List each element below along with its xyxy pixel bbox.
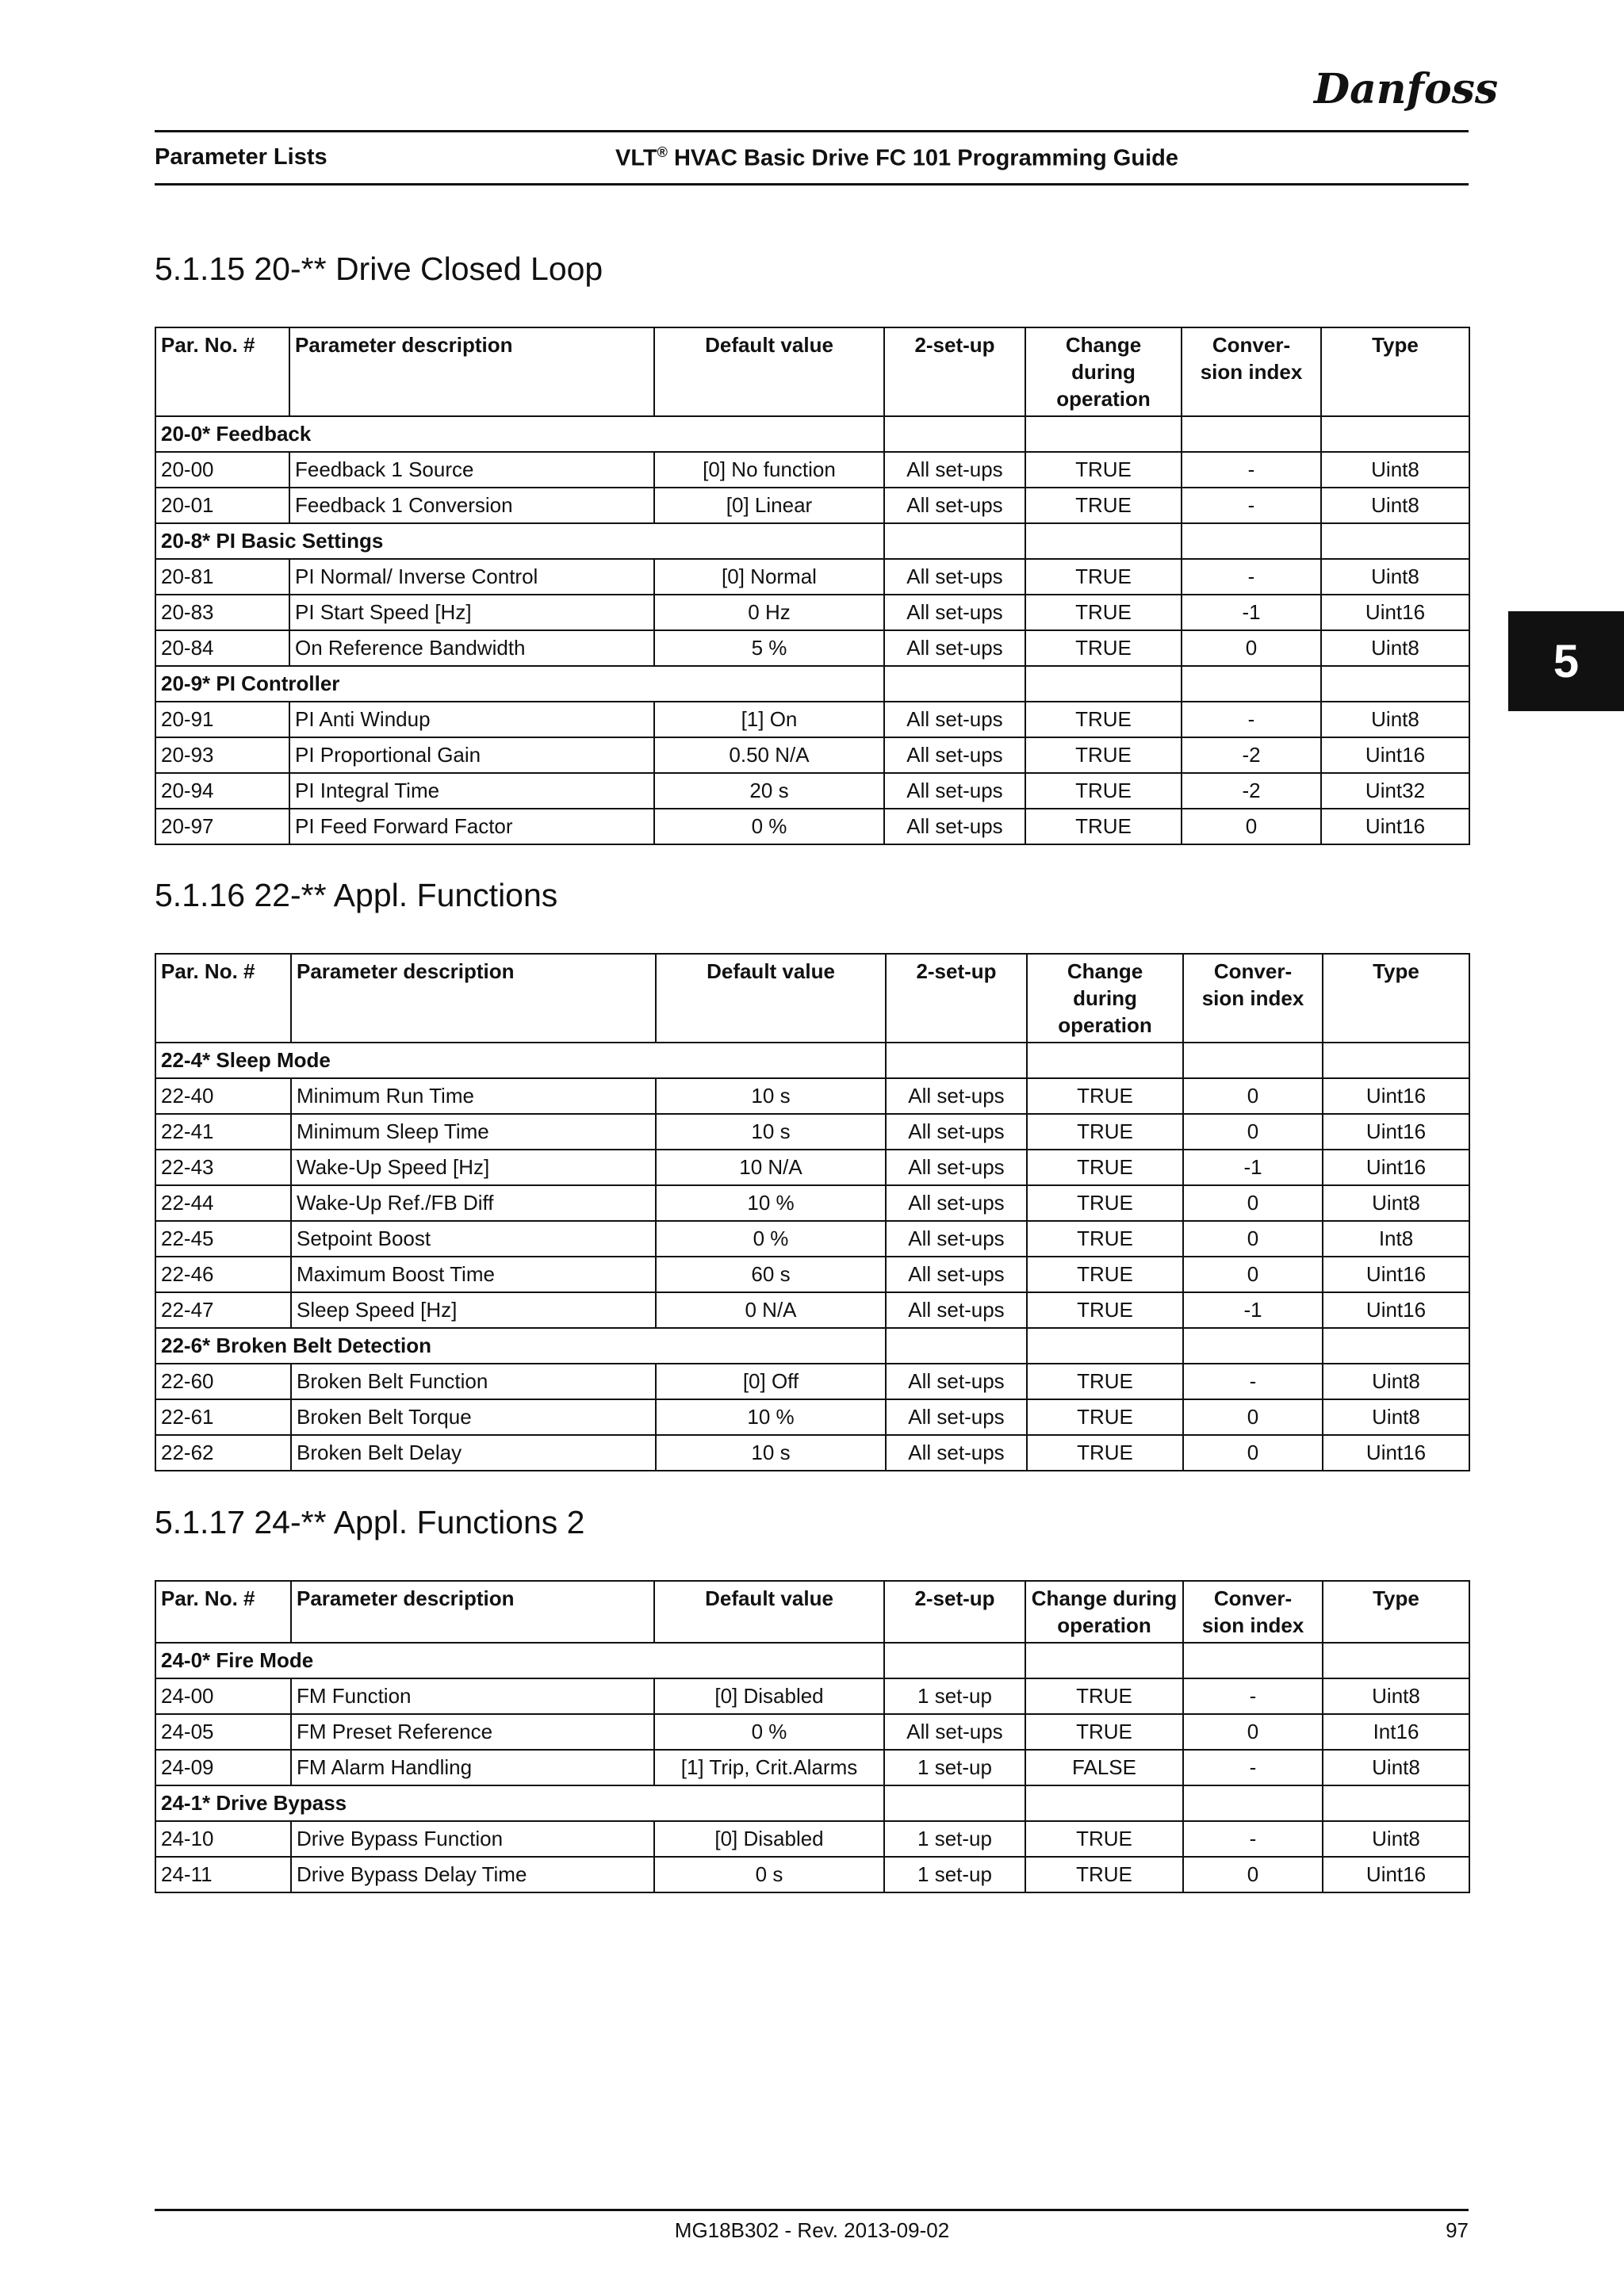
cell-default: [0] Normal [654, 559, 884, 595]
cell-conversion: -2 [1182, 773, 1321, 809]
group-row [155, 1643, 1469, 1678]
cell-type: Uint16 [1323, 1078, 1469, 1114]
cell-par-no: 20-93 [155, 737, 289, 773]
cell-description: Broken Belt Torque [291, 1399, 656, 1435]
cell-change: TRUE [1025, 559, 1182, 595]
cell-par-no: 20-00 [155, 452, 289, 488]
chapter-tab: 5 [1508, 611, 1624, 711]
cell-default: 0 N/A [656, 1292, 886, 1328]
table-row [155, 773, 1469, 809]
cell-conversion: 0 [1183, 1714, 1323, 1750]
cell-setup: All set-ups [886, 1150, 1027, 1185]
cell-change: TRUE [1025, 702, 1182, 737]
group-title: 20-9* PI Controller [155, 666, 884, 702]
section-title: 5.1.17 24-** Appl. Functions 2 [155, 1504, 585, 1540]
cell-par-no: 22-47 [155, 1292, 291, 1328]
empty-cell [1323, 1328, 1469, 1364]
cell-change: TRUE [1027, 1150, 1183, 1185]
col-header-description: Parameter description [289, 327, 654, 416]
cell-change: TRUE [1027, 1257, 1183, 1292]
cell-par-no: 24-00 [155, 1678, 291, 1714]
group-row [155, 666, 1469, 702]
empty-cell [1025, 1643, 1183, 1678]
empty-cell [1321, 416, 1469, 452]
cell-description: PI Integral Time [289, 773, 654, 809]
parameter-table [155, 953, 1470, 1471]
cell-setup: All set-ups [884, 737, 1025, 773]
cell-default: 20 s [654, 773, 884, 809]
cell-conversion: 0 [1183, 1399, 1323, 1435]
cell-change: TRUE [1025, 488, 1182, 523]
cell-default: 0 Hz [654, 595, 884, 630]
cell-type: Uint16 [1323, 1114, 1469, 1150]
cell-setup: All set-ups [884, 452, 1025, 488]
group-title: 24-0* Fire Mode [155, 1643, 884, 1678]
cell-change: TRUE [1027, 1292, 1183, 1328]
cell-setup: All set-ups [886, 1078, 1027, 1114]
col-header-setup: 2-set-up [884, 327, 1025, 416]
cell-par-no: 22-45 [155, 1221, 291, 1257]
cell-setup: All set-ups [886, 1399, 1027, 1435]
cell-default: [0] Off [656, 1364, 886, 1399]
cell-type: Uint16 [1323, 1435, 1469, 1471]
group-row [155, 1328, 1469, 1364]
cell-change: TRUE [1027, 1435, 1183, 1471]
cell-change: TRUE [1027, 1078, 1183, 1114]
table-row [155, 1821, 1469, 1857]
group-row [155, 416, 1469, 452]
cell-setup: All set-ups [884, 630, 1025, 666]
group-title: 24-1* Drive Bypass [155, 1785, 884, 1821]
col-header-change: Change during operation [1025, 1581, 1183, 1643]
cell-default: [1] On [654, 702, 884, 737]
empty-cell [1182, 416, 1321, 452]
cell-default: [0] No function [654, 452, 884, 488]
running-header-section: Parameter Lists [155, 144, 327, 170]
title-prefix: VLT [615, 145, 657, 171]
cell-type: Int16 [1323, 1714, 1469, 1750]
cell-conversion: -1 [1183, 1150, 1323, 1185]
table-row [155, 702, 1469, 737]
table-row [155, 1150, 1469, 1185]
cell-type: Uint8 [1321, 452, 1469, 488]
cell-default: [0] Disabled [654, 1821, 884, 1857]
cell-default: 0 % [654, 809, 884, 844]
group-title: 20-8* PI Basic Settings [155, 523, 884, 559]
cell-change: TRUE [1027, 1114, 1183, 1150]
empty-cell [884, 1643, 1025, 1678]
cell-default: 0.50 N/A [654, 737, 884, 773]
cell-type: Uint16 [1323, 1150, 1469, 1185]
cell-setup: All set-ups [886, 1221, 1027, 1257]
cell-description: Drive Bypass Delay Time [291, 1857, 654, 1892]
cell-conversion: 0 [1183, 1185, 1323, 1221]
cell-default: [1] Trip, Crit.Alarms [654, 1750, 884, 1785]
cell-default: 10 % [656, 1185, 886, 1221]
empty-cell [1025, 1785, 1183, 1821]
cell-change: TRUE [1025, 809, 1182, 844]
col-header-setup: 2-set-up [884, 1581, 1025, 1643]
cell-conversion: - [1182, 488, 1321, 523]
table-row [155, 1857, 1469, 1892]
cell-setup: 1 set-up [884, 1821, 1025, 1857]
empty-cell [1182, 666, 1321, 702]
cell-type: Uint32 [1321, 773, 1469, 809]
cell-par-no: 20-97 [155, 809, 289, 844]
cell-change: TRUE [1025, 1821, 1183, 1857]
cell-setup: All set-ups [884, 559, 1025, 595]
cell-type: Uint8 [1323, 1750, 1469, 1785]
running-header-title [615, 144, 1178, 172]
col-header-default: Default value [656, 954, 886, 1043]
cell-type: Uint8 [1323, 1185, 1469, 1221]
cell-description: PI Proportional Gain [289, 737, 654, 773]
empty-cell [1321, 666, 1469, 702]
table-row [155, 1750, 1469, 1785]
cell-type: Uint16 [1321, 737, 1469, 773]
table-row [155, 737, 1469, 773]
cell-change: TRUE [1027, 1185, 1183, 1221]
cell-description: Minimum Run Time [291, 1078, 656, 1114]
cell-description: Wake-Up Ref./FB Diff [291, 1185, 656, 1221]
cell-type: Int8 [1323, 1221, 1469, 1257]
cell-setup: All set-ups [886, 1364, 1027, 1399]
group-row [155, 523, 1469, 559]
cell-change: TRUE [1027, 1221, 1183, 1257]
document-id: MG18B302 - Rev. 2013-09-02 [674, 2218, 950, 2242]
cell-type: Uint8 [1323, 1399, 1469, 1435]
footer-rule [155, 2209, 1469, 2211]
empty-cell [1323, 1643, 1469, 1678]
col-header-description: Parameter description [291, 1581, 654, 1643]
group-title: 22-6* Broken Belt Detection [155, 1328, 886, 1364]
cell-par-no: 24-11 [155, 1857, 291, 1892]
cell-change: TRUE [1025, 452, 1182, 488]
cell-conversion: 0 [1182, 809, 1321, 844]
cell-type: Uint16 [1323, 1292, 1469, 1328]
cell-conversion: 0 [1183, 1857, 1323, 1892]
cell-par-no: 20-81 [155, 559, 289, 595]
cell-description: Drive Bypass Function [291, 1821, 654, 1857]
cell-type: Uint8 [1323, 1821, 1469, 1857]
cell-default: 10 s [656, 1078, 886, 1114]
table-header-row [155, 327, 1469, 416]
cell-default: 10 N/A [656, 1150, 886, 1185]
cell-description: Broken Belt Function [291, 1364, 656, 1399]
cell-type: Uint8 [1321, 559, 1469, 595]
cell-description: FM Function [291, 1678, 654, 1714]
cell-type: Uint16 [1323, 1857, 1469, 1892]
cell-par-no: 22-44 [155, 1185, 291, 1221]
cell-conversion: -1 [1182, 595, 1321, 630]
cell-par-no: 22-40 [155, 1078, 291, 1114]
cell-setup: All set-ups [886, 1257, 1027, 1292]
empty-cell [884, 1785, 1025, 1821]
cell-type: Uint8 [1323, 1678, 1469, 1714]
cell-description: Sleep Speed [Hz] [291, 1292, 656, 1328]
cell-setup: All set-ups [884, 1714, 1025, 1750]
table-row [155, 1114, 1469, 1150]
cell-conversion: 0 [1183, 1114, 1323, 1150]
cell-conversion: - [1183, 1364, 1323, 1399]
group-title: 20-0* Feedback [155, 416, 884, 452]
cell-par-no: 24-05 [155, 1714, 291, 1750]
cell-setup: 1 set-up [884, 1750, 1025, 1785]
cell-default: [0] Disabled [654, 1678, 884, 1714]
group-title: 22-4* Sleep Mode [155, 1043, 886, 1078]
cell-par-no: 20-01 [155, 488, 289, 523]
cell-conversion: 0 [1183, 1078, 1323, 1114]
table-row [155, 1221, 1469, 1257]
parameter-table [155, 1580, 1470, 1893]
cell-conversion: 0 [1183, 1257, 1323, 1292]
cell-conversion: -2 [1182, 737, 1321, 773]
page-number: 97 [1446, 2218, 1469, 2242]
col-header-type: Type [1323, 954, 1469, 1043]
empty-cell [1183, 1785, 1323, 1821]
cell-description: On Reference Bandwidth [289, 630, 654, 666]
empty-cell [884, 523, 1025, 559]
cell-description: PI Feed Forward Factor [289, 809, 654, 844]
table-row [155, 1257, 1469, 1292]
table-row [155, 559, 1469, 595]
cell-default: [0] Linear [654, 488, 884, 523]
cell-par-no: 22-41 [155, 1114, 291, 1150]
cell-description: Minimum Sleep Time [291, 1114, 656, 1150]
empty-cell [884, 416, 1025, 452]
table-row [155, 452, 1469, 488]
cell-change: TRUE [1027, 1399, 1183, 1435]
cell-par-no: 22-60 [155, 1364, 291, 1399]
group-row [155, 1043, 1469, 1078]
empty-cell [1323, 1785, 1469, 1821]
cell-default: 0 s [654, 1857, 884, 1892]
table-row [155, 1292, 1469, 1328]
empty-cell [884, 666, 1025, 702]
empty-cell [886, 1043, 1027, 1078]
section-title: 5.1.16 22-** Appl. Functions [155, 877, 558, 913]
empty-cell [1027, 1328, 1183, 1364]
cell-type: Uint8 [1321, 702, 1469, 737]
table-row [155, 630, 1469, 666]
cell-default: 10 % [656, 1399, 886, 1435]
cell-description: Feedback 1 Conversion [289, 488, 654, 523]
col-header-description: Parameter description [291, 954, 656, 1043]
col-header-type: Type [1323, 1581, 1469, 1643]
cell-par-no: 20-84 [155, 630, 289, 666]
logo-wordmark: Danfoss [1314, 65, 1499, 113]
table-row [155, 1078, 1469, 1114]
col-header-par-no: Par. No. # [155, 1581, 291, 1643]
table-header-row [155, 954, 1469, 1043]
table-row [155, 809, 1469, 844]
cell-change: TRUE [1025, 595, 1182, 630]
col-header-par-no: Par. No. # [155, 954, 291, 1043]
danfoss-logo [1312, 62, 1499, 117]
cell-par-no: 20-91 [155, 702, 289, 737]
cell-par-no: 20-83 [155, 595, 289, 630]
cell-setup: All set-ups [884, 702, 1025, 737]
cell-conversion: 0 [1183, 1435, 1323, 1471]
cell-conversion: - [1183, 1750, 1323, 1785]
cell-conversion: - [1182, 702, 1321, 737]
cell-setup: All set-ups [884, 595, 1025, 630]
col-header-type: Type [1321, 327, 1469, 416]
cell-par-no: 22-43 [155, 1150, 291, 1185]
cell-change: FALSE [1025, 1750, 1183, 1785]
cell-setup: All set-ups [886, 1114, 1027, 1150]
empty-cell [1323, 1043, 1469, 1078]
cell-par-no: 20-94 [155, 773, 289, 809]
cell-default: 0 % [654, 1714, 884, 1750]
cell-par-no: 22-46 [155, 1257, 291, 1292]
cell-setup: 1 set-up [884, 1857, 1025, 1892]
cell-description: PI Anti Windup [289, 702, 654, 737]
cell-default: 10 s [656, 1435, 886, 1471]
cell-change: TRUE [1025, 1714, 1183, 1750]
col-header-default: Default value [654, 1581, 884, 1643]
cell-setup: All set-ups [886, 1185, 1027, 1221]
cell-setup: All set-ups [884, 773, 1025, 809]
cell-conversion: - [1183, 1678, 1323, 1714]
cell-conversion: - [1182, 559, 1321, 595]
group-row [155, 1785, 1469, 1821]
empty-cell [1321, 523, 1469, 559]
title-suffix: HVAC Basic Drive FC 101 Programming Guide [667, 145, 1178, 171]
cell-description: FM Alarm Handling [291, 1750, 654, 1785]
cell-description: Maximum Boost Time [291, 1257, 656, 1292]
empty-cell [1183, 1643, 1323, 1678]
empty-cell [1183, 1043, 1323, 1078]
empty-cell [886, 1328, 1027, 1364]
cell-description: Wake-Up Speed [Hz] [291, 1150, 656, 1185]
cell-description: FM Preset Reference [291, 1714, 654, 1750]
cell-setup: All set-ups [886, 1292, 1027, 1328]
cell-par-no: 22-62 [155, 1435, 291, 1471]
cell-type: Uint16 [1321, 809, 1469, 844]
col-header-change: Change during operation [1027, 954, 1183, 1043]
cell-conversion: - [1183, 1821, 1323, 1857]
cell-change: TRUE [1025, 737, 1182, 773]
table-row [155, 1399, 1469, 1435]
empty-cell [1025, 523, 1182, 559]
cell-setup: All set-ups [886, 1435, 1027, 1471]
empty-cell [1183, 1328, 1323, 1364]
cell-description: Feedback 1 Source [289, 452, 654, 488]
cell-type: Uint16 [1323, 1257, 1469, 1292]
col-header-conversion: Conver- sion index [1183, 954, 1323, 1043]
col-header-setup: 2-set-up [886, 954, 1027, 1043]
table-row [155, 1435, 1469, 1471]
cell-type: Uint8 [1323, 1364, 1469, 1399]
cell-default: 60 s [656, 1257, 886, 1292]
table-row [155, 595, 1469, 630]
cell-conversion: 0 [1182, 630, 1321, 666]
parameter-table [155, 327, 1470, 845]
empty-cell [1027, 1043, 1183, 1078]
table-row [155, 1714, 1469, 1750]
table-row [155, 1678, 1469, 1714]
col-header-default: Default value [654, 327, 884, 416]
table-header-row [155, 1581, 1469, 1643]
table-row [155, 488, 1469, 523]
cell-type: Uint16 [1321, 595, 1469, 630]
cell-par-no: 22-61 [155, 1399, 291, 1435]
cell-default: 10 s [656, 1114, 886, 1150]
cell-change: TRUE [1025, 1857, 1183, 1892]
cell-description: Setpoint Boost [291, 1221, 656, 1257]
col-header-conversion: Conver- sion index [1183, 1581, 1323, 1643]
table-row [155, 1185, 1469, 1221]
cell-change: TRUE [1025, 773, 1182, 809]
cell-par-no: 24-09 [155, 1750, 291, 1785]
registered-mark: ® [657, 144, 668, 160]
cell-par-no: 24-10 [155, 1821, 291, 1857]
header-bottom-rule [155, 183, 1469, 186]
cell-default: 0 % [656, 1221, 886, 1257]
cell-conversion: 0 [1183, 1221, 1323, 1257]
cell-setup: 1 set-up [884, 1678, 1025, 1714]
cell-default: 5 % [654, 630, 884, 666]
cell-description: Broken Belt Delay [291, 1435, 656, 1471]
cell-description: PI Start Speed [Hz] [289, 595, 654, 630]
col-header-change: Change during operation [1025, 327, 1182, 416]
cell-conversion: -1 [1183, 1292, 1323, 1328]
empty-cell [1025, 416, 1182, 452]
cell-type: Uint8 [1321, 488, 1469, 523]
empty-cell [1182, 523, 1321, 559]
cell-setup: All set-ups [884, 488, 1025, 523]
col-header-conversion: Conver- sion index [1182, 327, 1321, 416]
cell-change: TRUE [1027, 1364, 1183, 1399]
section-title: 5.1.15 20-** Drive Closed Loop [155, 251, 603, 287]
table-row [155, 1364, 1469, 1399]
header-top-rule [155, 130, 1469, 132]
col-header-par-no: Par. No. # [155, 327, 289, 416]
cell-conversion: - [1182, 452, 1321, 488]
cell-setup: All set-ups [884, 809, 1025, 844]
cell-description: PI Normal/ Inverse Control [289, 559, 654, 595]
empty-cell [1025, 666, 1182, 702]
cell-change: TRUE [1025, 630, 1182, 666]
cell-type: Uint8 [1321, 630, 1469, 666]
cell-change: TRUE [1025, 1678, 1183, 1714]
